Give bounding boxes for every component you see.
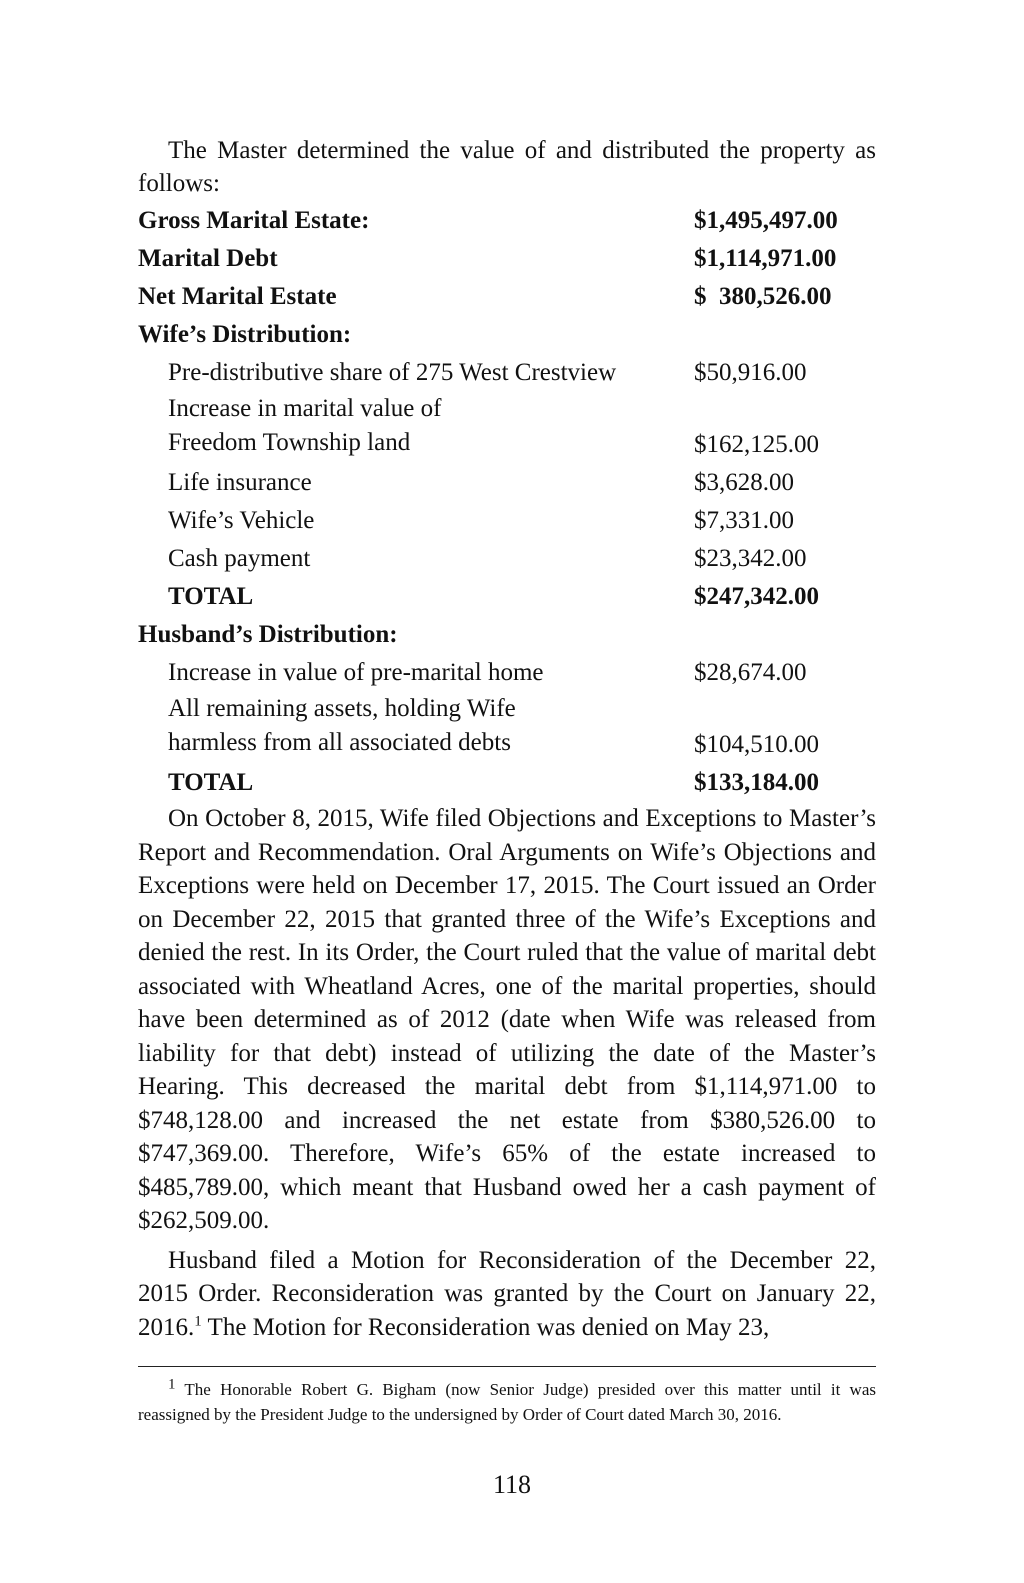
paragraph-reconsideration [138, 1244, 876, 1345]
summary-row-gross [138, 202, 876, 240]
wife-item-row [138, 540, 876, 578]
item-amount: $7,331.00 [694, 507, 794, 534]
summary-row-net [138, 278, 876, 316]
item-amount: $3,628.00 [694, 469, 794, 496]
summary-amount: $1,495,497.00 [694, 207, 838, 234]
total-amount: $133,184.00 [694, 769, 819, 796]
husband-item-row [138, 692, 876, 764]
summary-label: Net Marital Estate [138, 283, 337, 310]
section-heading: Husband’s Distribution: [138, 621, 398, 648]
total-label: TOTAL [168, 769, 254, 796]
summary-amount: $ 380,526.00 [694, 283, 832, 310]
item-label: All remaining assets, holding Wife harmless from all associated debts [168, 695, 516, 756]
summary-label: Marital Debt [138, 245, 278, 272]
paragraph-text: The Motion for Reconsideration was denied on May 23, [201, 1313, 770, 1341]
item-label: Cash payment [168, 545, 311, 572]
item-amount: $50,916.00 [694, 359, 807, 386]
husband-total-row [138, 764, 876, 802]
footnote [138, 1377, 876, 1427]
footnote-text: The Honorable Robert G. Bigham (now Senior Judge) presided over this matter until it was reassigned by the President Judge to the undersigned by Order of Court dated March 30, 2016. [138, 1380, 876, 1424]
wife-item-row [138, 354, 876, 392]
wife-total-row [138, 578, 876, 616]
item-label: Increase in value of pre-marital home [168, 659, 544, 686]
item-label: Pre-distributive share of 275 West Crestview [168, 359, 617, 386]
footnote-reference: 1 [194, 1313, 202, 1330]
summary-label: Gross Marital Estate: [138, 207, 370, 234]
page-body [138, 134, 876, 1427]
item-amount: $104,510.00 [694, 731, 819, 758]
footnote-mark: 1 [168, 1376, 176, 1393]
total-label: TOTAL [168, 583, 254, 610]
paragraph-text: Husband filed a Motion for Reconsideration of the December 22, 2015 Order. Reconsideration was granted by the Court on January 22, 2016. [138, 1246, 876, 1341]
summary-row-debt [138, 240, 876, 278]
paragraph-objections: On October 8, 2015, Wife filed Objections and Exceptions to Master’s Report and Recommendation. Oral Arguments on Wife’s Objections and Exceptions were held on December 17, 2015. The Court issued an Order on December 22, 2015 that granted three of the Wife’s Exceptions and denied the rest. In its Order, the Court ruled that the value of marital debt associated with Wheatland Acres, one of the marital properties, should have been determined as of 2012 (date when Wife was released from liability for that debt) instead of utilizing the date of the Master’s Hearing. This decreased the marital debt from $1,114,971.00 to $748,128.00 and increased the net estate from $380,526.00 to $747,369.00. Therefore, Wife’s 65% of the estate increased to $485,789.00, which meant that Husband owed her a cash payment of $262,509.00. [138, 805, 876, 1234]
husband-heading [138, 616, 876, 654]
wife-item-row [138, 502, 876, 540]
total-amount: $247,342.00 [694, 583, 819, 610]
wife-item-row [138, 464, 876, 502]
item-amount: $28,674.00 [694, 659, 807, 686]
item-label: Life insurance [168, 469, 312, 496]
intro-text: The Master determined the value of and distributed the property as follows: [138, 137, 876, 197]
item-amount: $162,125.00 [694, 431, 819, 458]
summary-amount: $1,114,971.00 [694, 245, 837, 272]
item-amount: $23,342.00 [694, 545, 807, 572]
section-heading: Wife’s Distribution: [138, 321, 352, 348]
item-label: Increase in marital value of Freedom Township land [168, 395, 442, 456]
wife-item-row [138, 392, 876, 464]
item-label: Wife’s Vehicle [168, 507, 315, 534]
page-number: 118 [492, 1470, 532, 1499]
wife-heading [138, 316, 876, 354]
footnote-divider [138, 1366, 876, 1367]
husband-item-row [138, 654, 876, 692]
